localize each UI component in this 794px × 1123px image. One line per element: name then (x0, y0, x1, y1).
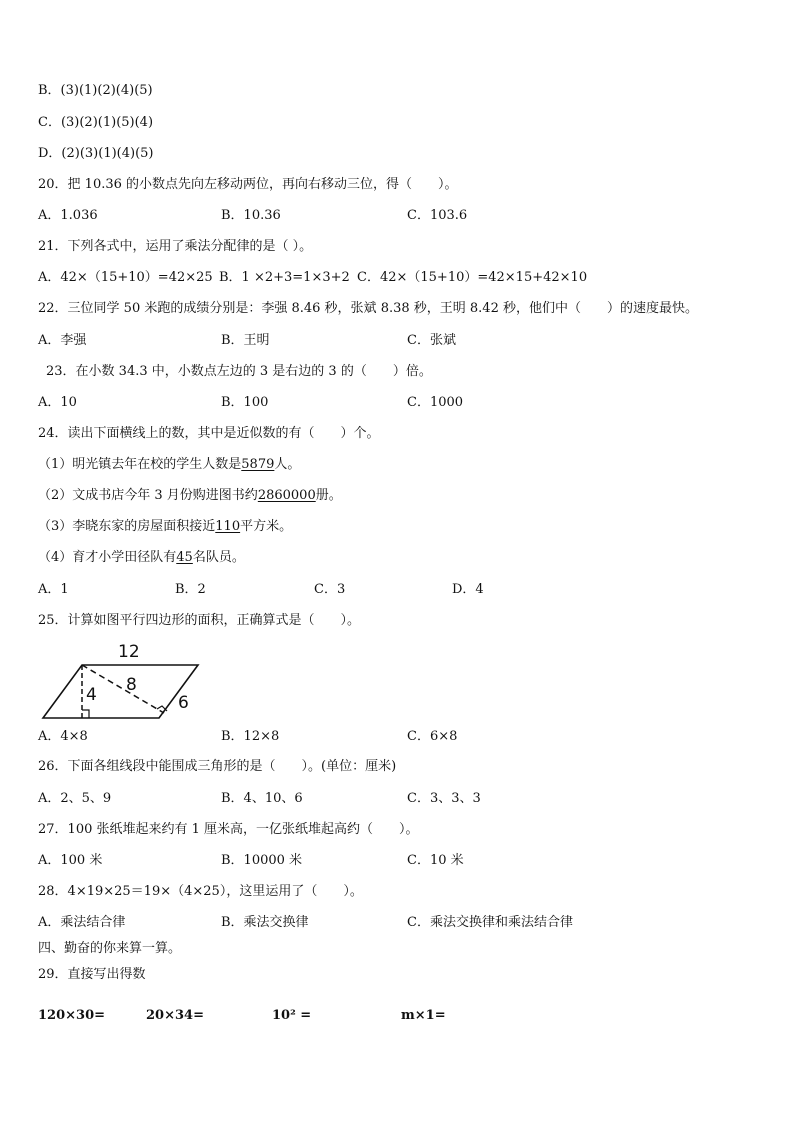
q29-expression-1: 120×30= (38, 1008, 106, 1023)
q24-option-c: C．3 (314, 582, 346, 597)
section-title: 四、勤奋的你来算一算。 (38, 941, 182, 956)
q25-stem: 25．计算如图平行四边形的面积，正确算式是（ ）。 (38, 613, 361, 628)
q20-option-b: B．10.36 (221, 208, 281, 223)
q22-stem: 22．三位同学 50 米跑的成绩分别是：李强 8.46 秒，张斌 8.38 秒，王明 8.42 秒，他们中（ ）的速度最快。 (38, 301, 698, 316)
label-diagonal: 8 (126, 675, 137, 695)
q29-expression-3: 10² = (272, 1008, 312, 1023)
q24-item-1-unit: 人。 (274, 457, 301, 472)
q24-item-4-unit: 名队员。 (192, 550, 245, 565)
q29-stem: 29．直接写出得数 (38, 967, 146, 982)
q24-item-1 (38, 456, 300, 474)
q22-option-b: B．王明 (221, 333, 270, 348)
q27-option-a: A．100 米 (38, 853, 103, 868)
q23-option-c: C．1000 (407, 395, 464, 410)
q24-item-2-unit: 册。 (315, 488, 342, 503)
q24-item-3 (38, 518, 292, 536)
q28-option-b: B．乘法交换律 (221, 915, 309, 930)
q20-option-c: C．103.6 (407, 208, 468, 223)
q24-item-3-text: （3）李晓东家的房屋面积接近 (38, 519, 216, 534)
q26-option-a: A．2、5、9 (38, 791, 112, 806)
q24-item-2-text: （2）文成书店今年 3 月份购进图书约 (38, 488, 258, 503)
q21-option-b: B．1 ×2+3=1×3+2 (219, 270, 350, 285)
q21-option-c: C．42×（15+10）=42×15+42×10 (357, 270, 588, 285)
label-side: 6 (178, 693, 189, 713)
q25-option-b: B．12×8 (221, 729, 280, 744)
q21-stem: 21．下列各式中，运用了乘法分配律的是（ ）。 (38, 239, 313, 254)
q23-option-b: B．100 (221, 395, 269, 410)
q25-option-a: A．4×8 (38, 729, 88, 744)
q24-item-3-unit: 平方米。 (240, 519, 293, 534)
q20-stem: 20．把 10.36 的小数点先向左移动两位，再向右移动三位，得（ ）。 (38, 177, 458, 192)
q28-stem: 28．4×19×25＝19×（4×25），这里运用了（ ）。 (38, 884, 363, 899)
q24-item-2-number: 2860000 (257, 488, 316, 503)
q24-item-2 (38, 487, 342, 505)
q27-option-b: B．10000 米 (221, 853, 303, 868)
parallelogram-outline (43, 665, 198, 718)
q24-option-a: A．1 (38, 582, 69, 597)
q26-option-b: B．4、10、6 (221, 791, 303, 806)
q19-option-d: D．(2)(3)(1)(4)(5) (38, 146, 154, 161)
label-height: 4 (86, 685, 97, 705)
q19-option-b: B．(3)(1)(2)(4)(5) (38, 83, 153, 98)
q24-item-4-number: 45 (176, 550, 193, 565)
q27-option-c: C．10 米 (407, 853, 464, 868)
q29-expression-2: 20×34= (146, 1008, 204, 1023)
q24-item-1-number: 5879 (241, 457, 275, 472)
q26-option-c: C．3、3、3 (407, 791, 481, 806)
q28-option-a: A．乘法结合律 (38, 915, 126, 930)
label-top: 12 (118, 642, 140, 662)
q29-expression-4: m×1= (401, 1008, 446, 1023)
q26-stem: 26．下面各组线段中能围成三角形的是（ ）。(单位：厘米) (38, 759, 397, 774)
q25-option-c: C．6×8 (407, 729, 458, 744)
q24-option-d: D．4 (452, 582, 484, 597)
q28-option-c: C．乘法交换律和乘法结合律 (407, 915, 573, 930)
q23-option-a: A．10 (38, 395, 77, 410)
q27-stem: 27．100 张纸堆起来约有 1 厘米高，一亿张纸堆起高约（ ）。 (38, 822, 419, 837)
parallelogram-figure (38, 636, 218, 724)
q20-option-a: A．1.036 (38, 208, 98, 223)
q24-item-4 (38, 549, 245, 567)
q22-option-a: A．李强 (38, 333, 87, 348)
q21-option-a: A．42×（15+10）=42×25 (38, 270, 213, 285)
q23-stem: 23．在小数 34.3 中，小数点左边的 3 是右边的 3 的（ ）倍。 (46, 364, 432, 379)
q24-item-4-text: （4）育才小学田径队有 (38, 550, 177, 565)
q24-option-b: B．2 (175, 582, 206, 597)
q24-stem: 24．读出下面横线上的数，其中是近似数的有（ ）个。 (38, 426, 380, 441)
q24-item-3-number: 110 (215, 519, 241, 534)
right-angle-marker (82, 710, 89, 718)
q24-item-1-text: （1）明光镇去年在校的学生人数是 (38, 457, 242, 472)
q22-option-c: C．张斌 (407, 333, 456, 348)
q19-option-c: C．(3)(2)(1)(5)(4) (38, 115, 154, 130)
